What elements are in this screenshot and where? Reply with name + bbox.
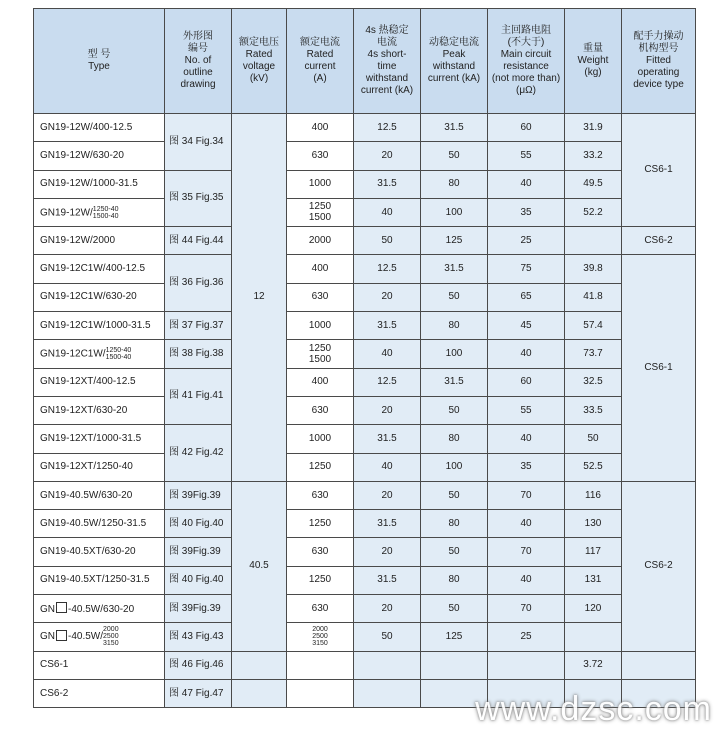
resistance-cell: 40 xyxy=(488,340,565,368)
resistance-cell: 40 xyxy=(488,566,565,594)
model-cell: GN19-12W/ 1250-40 1500-40 xyxy=(34,198,165,226)
drawing-cell: 图 39Fig.39 xyxy=(165,595,232,623)
current-cell: 2000 xyxy=(287,227,354,255)
weight-cell: 31.9 xyxy=(565,114,622,142)
spec-table xyxy=(33,8,696,708)
current-cell xyxy=(287,679,354,707)
current-cell: 400 xyxy=(287,368,354,396)
voltage-cell: 12 xyxy=(232,114,287,482)
table-row xyxy=(34,425,696,453)
current-cell: 2000 2500 3150 xyxy=(287,623,354,651)
model-cell: GN19-12C1W/400-12.5 xyxy=(34,255,165,283)
resistance-cell: 25 xyxy=(488,623,565,651)
resistance-cell xyxy=(488,651,565,679)
header-voltage: 额定电压 Rated voltage (kV) xyxy=(232,9,287,114)
drawing-cell: 图 43 Fig.43 xyxy=(165,623,232,651)
header-row xyxy=(34,9,696,114)
resistance-cell: 70 xyxy=(488,595,565,623)
thermal-cell: 31.5 xyxy=(354,425,421,453)
peak-cell: 50 xyxy=(421,396,488,424)
thermal-cell: 50 xyxy=(354,623,421,651)
model-cell: GN19-12XT/630-20 xyxy=(34,396,165,424)
current-cell: 1000 xyxy=(287,312,354,340)
drawing-cell: 图 46 Fig.46 xyxy=(165,651,232,679)
peak-cell: 50 xyxy=(421,538,488,566)
peak-cell: 80 xyxy=(421,566,488,594)
header-type: 型 号 Type xyxy=(34,9,165,114)
device-cell: CS6-2 xyxy=(622,227,696,255)
weight-cell: 50 xyxy=(565,425,622,453)
drawing-cell: 图 38 Fig.38 xyxy=(165,340,232,368)
model-cell: CS6-2 xyxy=(34,679,165,707)
peak-cell: 50 xyxy=(421,142,488,170)
model-cell: GN19-40.5XT/1250-31.5 xyxy=(34,566,165,594)
voltage-cell: 40.5 xyxy=(232,481,287,651)
table-row xyxy=(34,255,696,283)
current-cell: 1250 1500 xyxy=(287,198,354,226)
drawing-cell: 图 36 Fig.36 xyxy=(165,255,232,312)
model-cell: GN19-12W/630-20 xyxy=(34,142,165,170)
device-cell: CS6-2 xyxy=(622,481,696,651)
current-cell: 1000 xyxy=(287,170,354,198)
header-thermal: 4s 热稳定 电流 4s short- time withstand current (kA) xyxy=(354,9,421,114)
model-cell: GN19-40.5XT/630-20 xyxy=(34,538,165,566)
model-cell: GN19-40.5W/1250-31.5 xyxy=(34,510,165,538)
thermal-cell: 31.5 xyxy=(354,510,421,538)
peak-cell: 125 xyxy=(421,227,488,255)
resistance-cell: 60 xyxy=(488,114,565,142)
current-cell: 630 xyxy=(287,538,354,566)
table-row xyxy=(34,453,696,481)
weight-cell xyxy=(565,227,622,255)
weight-cell: 116 xyxy=(565,481,622,509)
thermal-cell: 20 xyxy=(354,595,421,623)
weight-cell: 39.8 xyxy=(565,255,622,283)
table-row xyxy=(34,283,696,311)
weight-cell: 73.7 xyxy=(565,340,622,368)
peak-cell: 100 xyxy=(421,198,488,226)
resistance-cell: 55 xyxy=(488,142,565,170)
model-cell: CS6-1 xyxy=(34,651,165,679)
weight-cell: 130 xyxy=(565,510,622,538)
resistance-cell: 25 xyxy=(488,227,565,255)
peak-cell: 31.5 xyxy=(421,368,488,396)
thermal-cell: 12.5 xyxy=(354,114,421,142)
resistance-cell: 60 xyxy=(488,368,565,396)
voltage-cell xyxy=(232,679,287,707)
weight-cell: 32.5 xyxy=(565,368,622,396)
resistance-cell: 45 xyxy=(488,312,565,340)
thermal-cell: 20 xyxy=(354,481,421,509)
model-cell: GN -40.5W/630-20 xyxy=(34,595,165,623)
peak-cell: 100 xyxy=(421,453,488,481)
resistance-cell: 35 xyxy=(488,198,565,226)
peak-cell: 31.5 xyxy=(421,114,488,142)
weight-cell: 120 xyxy=(565,595,622,623)
current-cell: 630 xyxy=(287,481,354,509)
table-row xyxy=(34,651,696,679)
resistance-cell: 70 xyxy=(488,538,565,566)
drawing-cell: 图 40 Fig.40 xyxy=(165,510,232,538)
thermal-cell: 20 xyxy=(354,538,421,566)
table-row xyxy=(34,595,696,623)
resistance-cell: 70 xyxy=(488,481,565,509)
table-row xyxy=(34,538,696,566)
table-row xyxy=(34,340,696,368)
weight-cell xyxy=(565,623,622,651)
model-cell: GN19-12XT/400-12.5 xyxy=(34,368,165,396)
table-row xyxy=(34,227,696,255)
model-cell: GN19-12XT/1250-40 xyxy=(34,453,165,481)
current-cell: 1250 1500 xyxy=(287,340,354,368)
device-cell xyxy=(622,651,696,679)
table-row xyxy=(34,142,696,170)
resistance-cell: 40 xyxy=(488,425,565,453)
thermal-cell: 40 xyxy=(354,198,421,226)
table-row xyxy=(34,312,696,340)
device-cell: CS6-1 xyxy=(622,255,696,481)
thermal-cell: 40 xyxy=(354,340,421,368)
table-row xyxy=(34,623,696,651)
weight-cell: 131 xyxy=(565,566,622,594)
table-row xyxy=(34,198,696,226)
current-cell: 1000 xyxy=(287,425,354,453)
table-row xyxy=(34,481,696,509)
peak-cell: 31.5 xyxy=(421,255,488,283)
model-cell: GN19-12C1W/ 1250-40 1500-40 xyxy=(34,340,165,368)
model-cell: GN19-40.5W/630-20 xyxy=(34,481,165,509)
peak-cell: 50 xyxy=(421,481,488,509)
thermal-cell: 12.5 xyxy=(354,255,421,283)
peak-cell: 80 xyxy=(421,170,488,198)
header-drawing: 外形图 编号 No. of outline drawing xyxy=(165,9,232,114)
drawing-cell: 图 42 Fig.42 xyxy=(165,425,232,482)
resistance-cell: 40 xyxy=(488,510,565,538)
peak-cell xyxy=(421,651,488,679)
thermal-cell: 20 xyxy=(354,396,421,424)
model-cell: GN19-12W/2000 xyxy=(34,227,165,255)
drawing-cell: 图 41 Fig.41 xyxy=(165,368,232,425)
peak-cell: 50 xyxy=(421,595,488,623)
current-cell: 630 xyxy=(287,283,354,311)
current-cell: 630 xyxy=(287,595,354,623)
weight-cell: 52.5 xyxy=(565,453,622,481)
drawing-cell: 图 35 Fig.35 xyxy=(165,170,232,227)
thermal-cell xyxy=(354,679,421,707)
table-row xyxy=(34,170,696,198)
peak-cell: 125 xyxy=(421,623,488,651)
table-row xyxy=(34,396,696,424)
thermal-cell: 20 xyxy=(354,283,421,311)
drawing-cell: 图 44 Fig.44 xyxy=(165,227,232,255)
thermal-cell: 31.5 xyxy=(354,170,421,198)
drawing-cell: 图 40 Fig.40 xyxy=(165,566,232,594)
header-current: 额定电流 Rated current (A) xyxy=(287,9,354,114)
voltage-cell xyxy=(232,651,287,679)
current-cell: 1250 xyxy=(287,566,354,594)
drawing-cell: 图 47 Fig.47 xyxy=(165,679,232,707)
model-cell: GN19-12C1W/630-20 xyxy=(34,283,165,311)
weight-cell: 41.8 xyxy=(565,283,622,311)
blank-box-icon xyxy=(56,602,67,613)
drawing-cell: 图 39Fig.39 xyxy=(165,481,232,509)
thermal-cell xyxy=(354,651,421,679)
current-cell: 400 xyxy=(287,114,354,142)
table-row xyxy=(34,566,696,594)
watermark-text: www.dzsc.com xyxy=(475,690,712,728)
drawing-cell: 图 39Fig.39 xyxy=(165,538,232,566)
blank-box-icon xyxy=(56,630,67,641)
peak-cell: 100 xyxy=(421,340,488,368)
peak-cell: 80 xyxy=(421,425,488,453)
drawing-cell: 图 37 Fig.37 xyxy=(165,312,232,340)
table-row xyxy=(34,510,696,538)
header-device: 配手力操动 机构型号 Fitted operating device type xyxy=(622,9,696,114)
model-cell: GN -40.5W/ 2000 2500 3150 xyxy=(34,623,165,651)
resistance-cell: 35 xyxy=(488,453,565,481)
peak-cell: 80 xyxy=(421,510,488,538)
thermal-cell: 40 xyxy=(354,453,421,481)
weight-cell: 117 xyxy=(565,538,622,566)
resistance-cell: 65 xyxy=(488,283,565,311)
weight-cell: 49.5 xyxy=(565,170,622,198)
current-cell xyxy=(287,651,354,679)
current-cell: 400 xyxy=(287,255,354,283)
thermal-cell: 50 xyxy=(354,227,421,255)
current-cell: 1250 xyxy=(287,510,354,538)
header-resistance: 主回路电阻 (不大于) Main circuit resistance (not more than) (μΩ) xyxy=(488,9,565,114)
resistance-cell: 55 xyxy=(488,396,565,424)
resistance-cell: 40 xyxy=(488,170,565,198)
device-cell: CS6-1 xyxy=(622,114,696,227)
model-cell: GN19-12W/1000-31.5 xyxy=(34,170,165,198)
weight-cell: 52.2 xyxy=(565,198,622,226)
weight-cell: 33.5 xyxy=(565,396,622,424)
table-row xyxy=(34,368,696,396)
weight-cell: 33.2 xyxy=(565,142,622,170)
resistance-cell: 75 xyxy=(488,255,565,283)
table-row xyxy=(34,114,696,142)
model-cell: GN19-12XT/1000-31.5 xyxy=(34,425,165,453)
model-cell: GN19-12W/400-12.5 xyxy=(34,114,165,142)
header-peak: 动稳定电流 Peak withstand current (kA) xyxy=(421,9,488,114)
peak-cell: 80 xyxy=(421,312,488,340)
peak-cell: 50 xyxy=(421,283,488,311)
header-weight: 重量 Weight (kg) xyxy=(565,9,622,114)
thermal-cell: 12.5 xyxy=(354,368,421,396)
thermal-cell: 31.5 xyxy=(354,566,421,594)
model-cell: GN19-12C1W/1000-31.5 xyxy=(34,312,165,340)
current-cell: 1250 xyxy=(287,453,354,481)
thermal-cell: 31.5 xyxy=(354,312,421,340)
thermal-cell: 20 xyxy=(354,142,421,170)
weight-cell: 3.72 xyxy=(565,651,622,679)
current-cell: 630 xyxy=(287,396,354,424)
drawing-cell: 图 34 Fig.34 xyxy=(165,114,232,171)
current-cell: 630 xyxy=(287,142,354,170)
weight-cell: 57.4 xyxy=(565,312,622,340)
